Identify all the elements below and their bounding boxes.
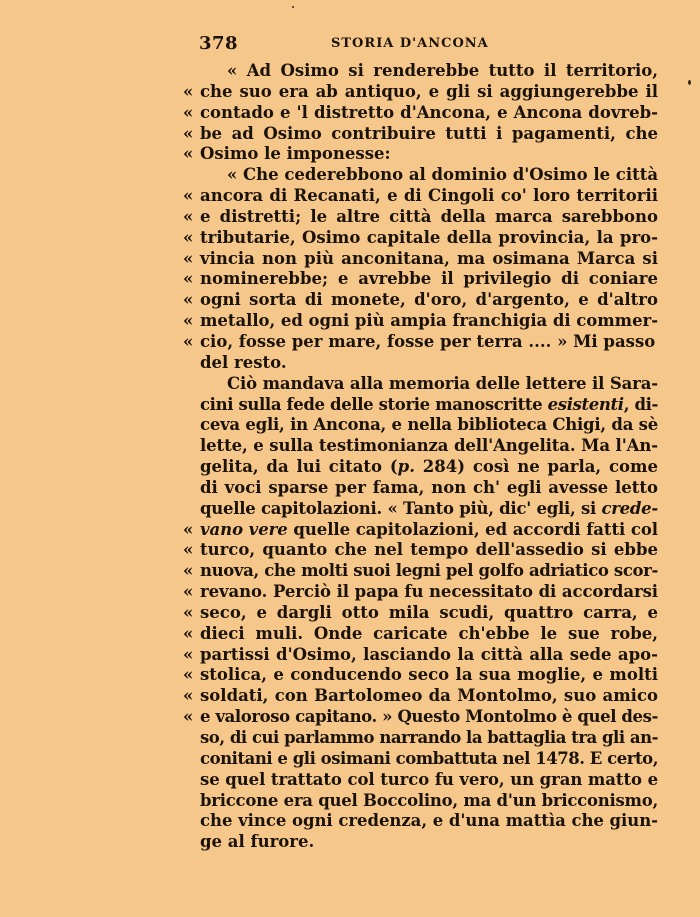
line-text: Ciò mandava alla memoria delle lettere il Sara- — [227, 373, 658, 393]
text-line — [183, 165, 658, 186]
line-text: e valoroso capitano. » Questo Montolmo è quel des- — [200, 707, 658, 727]
line-text-italic: crede- — [601, 498, 658, 518]
text-line — [183, 415, 658, 436]
line-text: Osimo le imponesse: — [200, 144, 391, 164]
line-text — [200, 457, 658, 478]
quote-mark: « — [183, 331, 194, 351]
quote-mark: « — [183, 665, 194, 685]
line-text-roman: quelle capitolazioni. « Tanto più, dic' egli, si — [200, 498, 602, 518]
line-text: se quel trattato col turco fu vero, un gran matto e — [200, 769, 658, 789]
line-text — [200, 395, 658, 416]
text-line — [183, 749, 658, 770]
quote-mark: « — [183, 81, 194, 101]
text-line — [183, 561, 658, 582]
line-text: conitani e gli osimani combattuta nel 1478. E certo, — [200, 748, 658, 768]
text-line — [183, 353, 658, 374]
quote-mark: « — [183, 144, 194, 164]
text-line — [183, 228, 658, 249]
line-text: revano. Perciò il papa fu necessitato di accordarsi — [200, 582, 658, 602]
quote-mark: « — [183, 686, 194, 706]
line-text: vincia non più anconitana, ma osimana Marca si — [200, 248, 658, 268]
text-line — [183, 395, 658, 416]
line-text: soldati, con Bartolomeo da Montolmo, suo amico — [200, 686, 658, 706]
line-text: contado e 'l distretto d'Ancona, e Ancona dovreb- — [200, 102, 658, 122]
line-text-roman: , di- — [623, 394, 658, 414]
line-text: di voci sparse per fama, non ch' egli avesse letto — [200, 477, 658, 497]
line-text-roman: quelle capitolazioni, ed accordi fatti col — [287, 519, 658, 539]
line-text: be ad Osimo contribuire tutti i pagamenti, che — [200, 123, 658, 143]
text-line — [183, 332, 658, 353]
quote-mark: « — [183, 602, 194, 622]
page-number: 378 — [199, 33, 239, 54]
line-text: « Che cederebbono al dominio d'Osimo le città — [227, 165, 658, 185]
line-text: nominerebbe; e avrebbe il privilegio di coniare — [200, 269, 658, 289]
quote-mark: « — [183, 269, 194, 289]
line-text-italic: esistenti — [547, 394, 624, 414]
line-text: ancora di Recanati, e di Cingoli co' loro territorii — [200, 186, 658, 206]
quote-mark: « — [183, 623, 194, 643]
text-line — [183, 61, 658, 82]
line-text: turco, quanto che nel tempo dell'assedio si ebbe — [200, 540, 658, 560]
line-text: partissi d'Osimo, lasciando la città alla sede apo- — [200, 644, 658, 664]
line-text: metallo, ed ogni più ampia franchigia di commer- — [200, 311, 658, 331]
text-line — [183, 520, 658, 541]
quote-mark: « — [183, 227, 194, 247]
line-text-italic: p. — [397, 457, 415, 477]
text-line — [183, 665, 658, 686]
line-text: seco, e dargli otto mila scudi, quattro carra, e — [200, 602, 658, 622]
text-line — [183, 144, 658, 165]
line-text — [200, 499, 658, 520]
line-text-roman: cini sulla fede delle storie manoscritte — [200, 394, 548, 414]
quote-mark: « — [183, 102, 194, 122]
text-line — [183, 707, 658, 728]
text-line — [183, 624, 658, 645]
quote-mark: « — [183, 540, 194, 560]
text-line — [183, 311, 658, 332]
text-line — [183, 374, 658, 395]
line-text: dieci muli. Onde caricate ch'ebbe le sue robe, — [200, 623, 658, 643]
ink-speck — [292, 6, 294, 8]
page-header — [199, 33, 669, 57]
text-line — [183, 82, 658, 103]
line-text: e distretti; le altre città della marca sarebbono — [200, 206, 658, 226]
running-title: STORIA D'ANCONA — [331, 36, 489, 51]
body-text — [183, 61, 658, 853]
quote-mark: « — [183, 186, 194, 206]
text-line — [183, 457, 658, 478]
quote-mark: « — [183, 123, 194, 143]
line-text: che suo era ab antiquo, e gli si aggiungerebbe il — [200, 81, 658, 101]
quote-mark: « — [183, 311, 194, 331]
line-text: cio, fosse per mare, fosse per terra .... » Mi passo — [200, 331, 656, 351]
line-text: del resto. — [200, 352, 287, 372]
line-text: ge al furore. — [200, 832, 315, 852]
text-line — [183, 728, 658, 749]
line-text: stolica, e conducendo seco la sua moglie, e molti — [200, 665, 658, 685]
line-text: ogni sorta di monete, d'oro, d'argento, e d'altro — [200, 290, 658, 310]
quote-mark: « — [183, 644, 194, 664]
line-text: ceva egli, in Ancona, e nella biblioteca Chigi, da sè — [200, 415, 658, 435]
quote-mark: « — [183, 290, 194, 310]
quote-mark: « — [183, 206, 194, 226]
line-text: tributarie, Osimo capitale della provincia, la pro- — [200, 227, 658, 247]
text-line — [183, 269, 658, 290]
text-line — [183, 603, 658, 624]
quote-mark: « — [183, 248, 194, 268]
text-line — [183, 290, 658, 311]
text-line — [183, 645, 658, 666]
line-text-italic: vano vere — [200, 519, 288, 539]
line-text: « Ad Osimo si renderebbe tutto il territorio, — [227, 61, 658, 80]
text-line — [183, 186, 658, 207]
text-line — [183, 791, 658, 812]
text-line — [183, 207, 658, 228]
quote-mark: « — [183, 519, 194, 539]
line-text: che vince ogni credenza, e d'una mattìa che giun- — [200, 811, 658, 831]
line-text: briccone era quel Boccolino, ma d'un bricconismo, — [200, 790, 658, 810]
text-line — [183, 436, 658, 457]
text-line — [183, 770, 658, 791]
quote-mark: « — [183, 582, 194, 602]
line-text: nuova, che molti suoi legni pel golfo adriatico scor- — [200, 561, 658, 581]
line-text-roman: gelita, da lui citato ( — [200, 457, 398, 477]
line-text: lette, e sulla testimonianza dell'Angelita. Ma l'An- — [200, 436, 658, 456]
text-line — [183, 499, 658, 520]
text-line — [183, 832, 658, 853]
text-line — [183, 686, 658, 707]
text-line — [183, 124, 658, 145]
text-line — [183, 249, 658, 270]
line-text: so, di cui parlammo narrando la battaglia tra gli an- — [200, 728, 658, 747]
text-line — [183, 582, 658, 603]
quote-mark: « — [183, 561, 194, 581]
ink-speck — [688, 80, 691, 85]
quote-mark: « — [183, 707, 194, 727]
text-line — [183, 811, 658, 832]
text-line — [183, 103, 658, 124]
line-text-roman: 284) così ne parla, come — [414, 457, 658, 477]
text-line — [183, 540, 658, 561]
text-line — [183, 478, 658, 499]
line-text — [200, 520, 658, 541]
